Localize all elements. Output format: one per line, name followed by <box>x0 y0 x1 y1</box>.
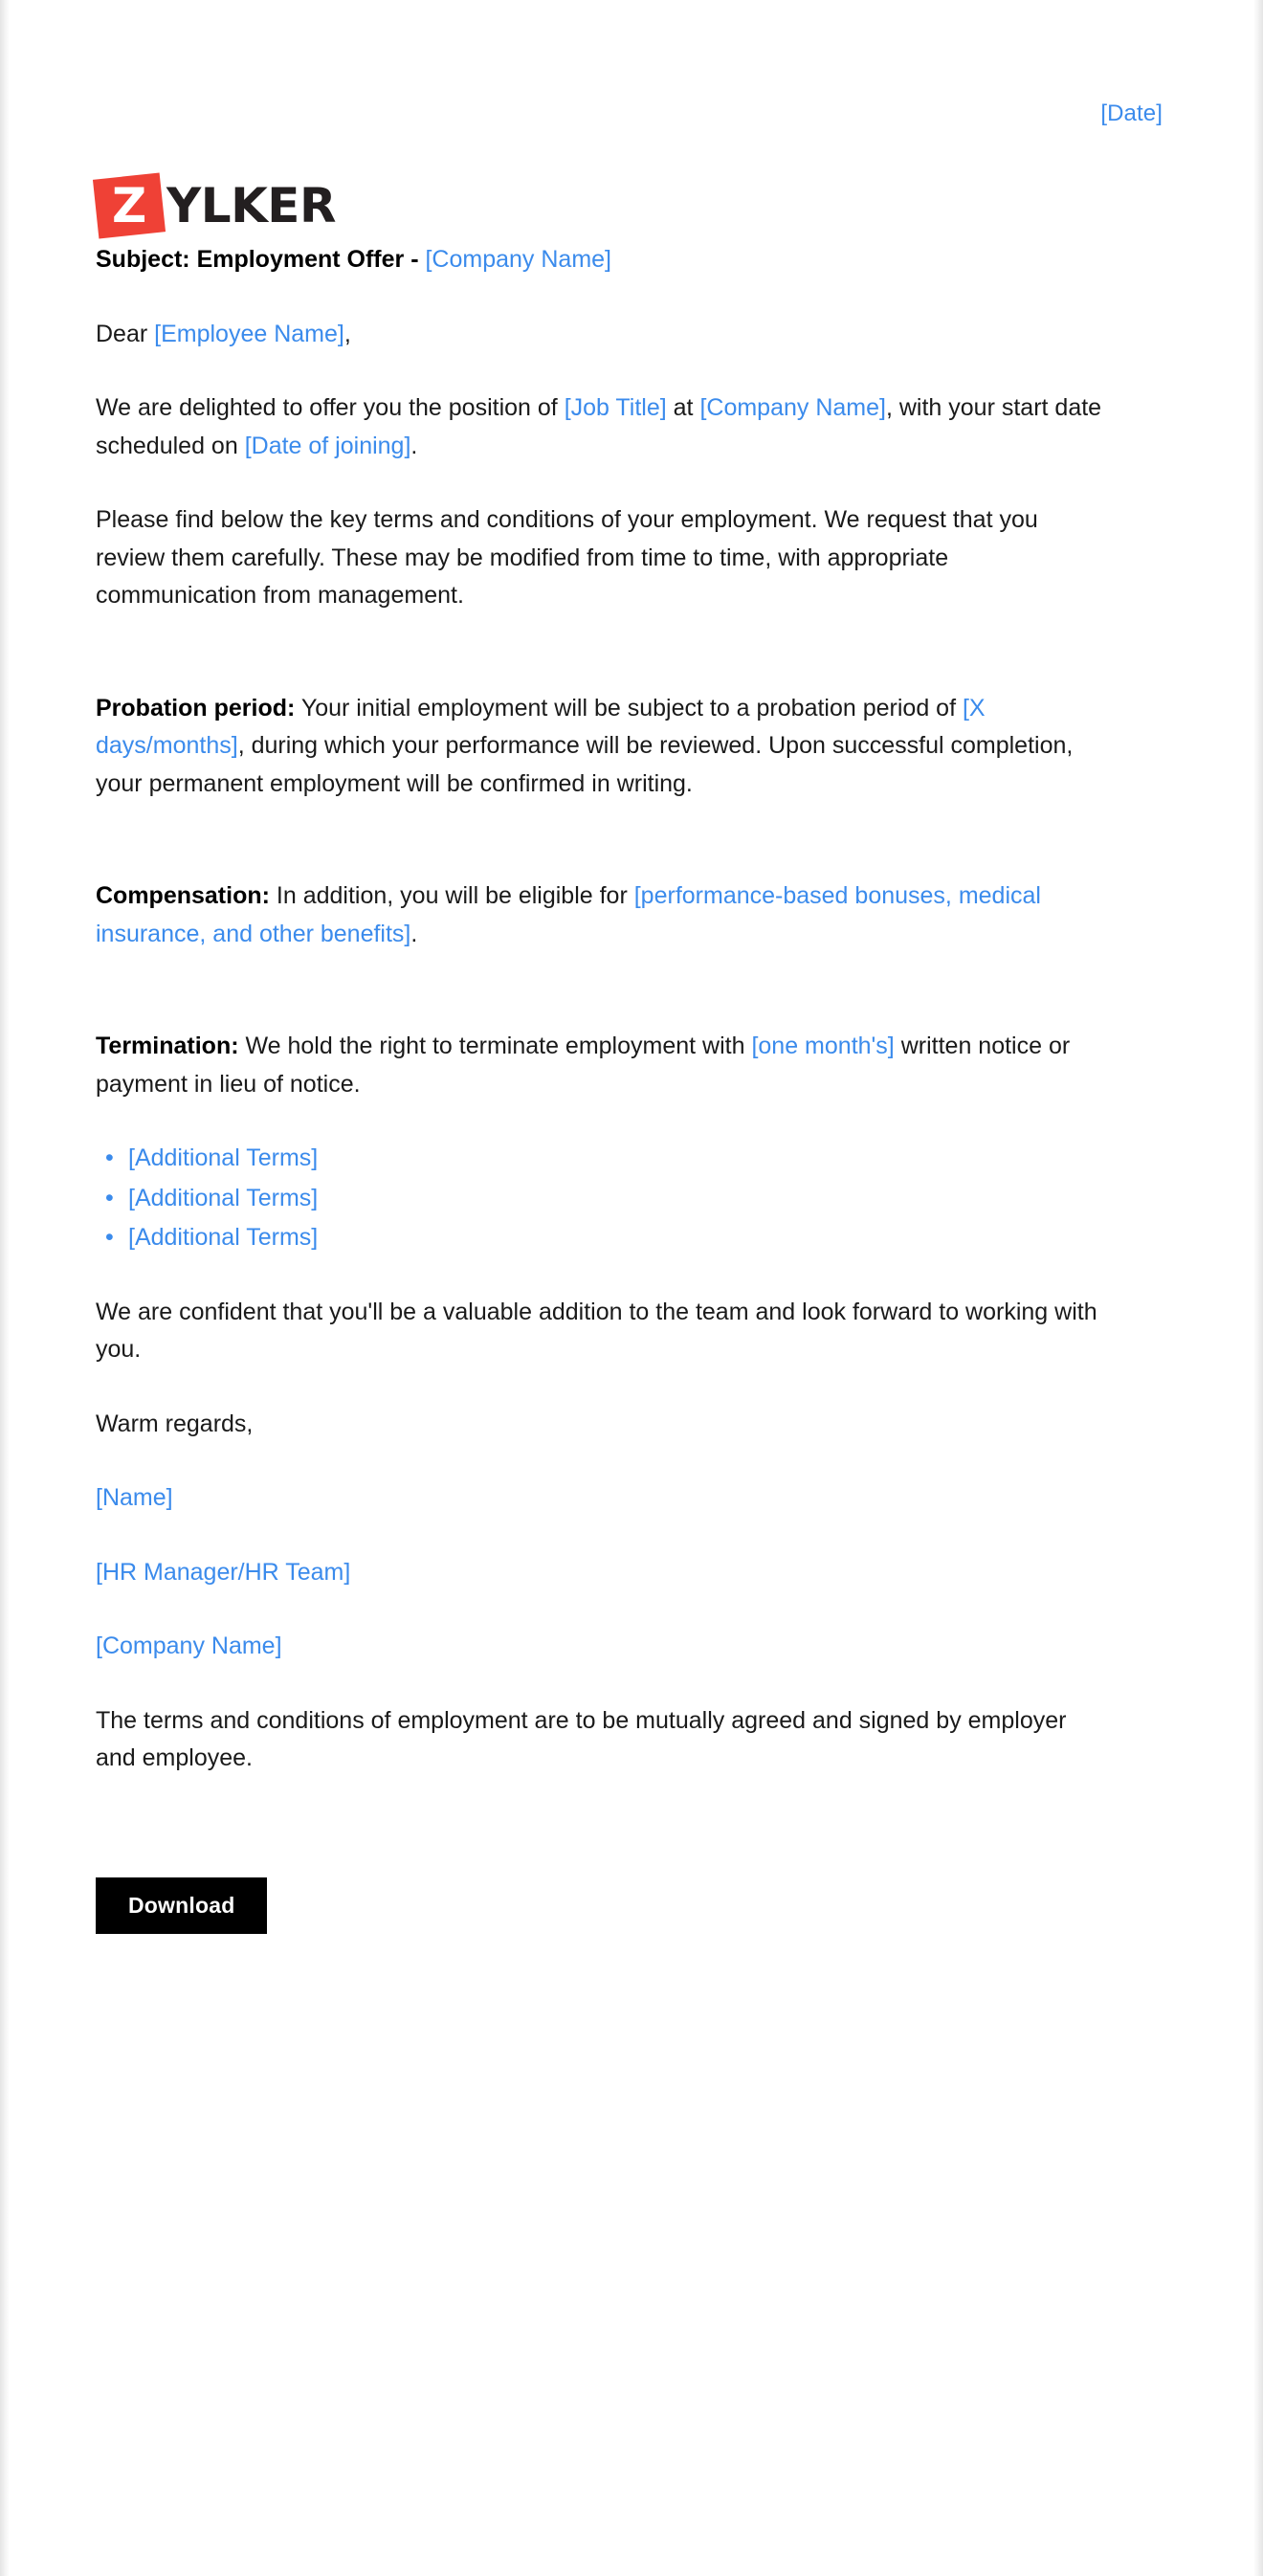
intro-part1: We are delighted to offer you the position of <box>96 394 565 421</box>
termination-part2: written notice or payment in lieu of notice. <box>96 1033 1071 1098</box>
company-logo <box>96 170 336 241</box>
salutation-suffix: , <box>343 320 351 347</box>
logo-lockup <box>96 170 336 241</box>
termination-notice: [one month's] <box>751 1033 895 1059</box>
logo-badge-icon <box>93 173 166 239</box>
list-item: • [Additional Terms] <box>96 1219 1163 1257</box>
additional-terms-list <box>96 1140 1163 1257</box>
signer-name: [Name] <box>96 1484 173 1511</box>
compensation-label: Compensation: <box>96 882 270 909</box>
subject-company: [Company Name] <box>425 246 612 273</box>
terms-intro-paragraph: Please find below the key terms and conditions of your employment. We request that you review them carefully. These may be modified from time to time, with appropriate communication from management. <box>96 506 1038 609</box>
compensation-part2: . <box>410 920 418 947</box>
list-item: • [Additional Terms] <box>96 1140 1163 1178</box>
regards-line: Warm regards, <box>96 1410 254 1437</box>
footnote: The terms and conditions of employment are to be mutually agreed and signed by employer and employee. <box>96 1706 1067 1771</box>
salutation-name: [Employee Name] <box>154 320 344 347</box>
intro-part3: , with your start date scheduled on <box>96 394 1102 459</box>
download-button[interactable]: Download <box>96 1877 267 1934</box>
intro-job-title: [Job Title] <box>564 394 667 421</box>
intro-company: [Company Name] <box>699 394 886 421</box>
signer-company: [Company Name] <box>96 1632 282 1659</box>
intro-part4: . <box>410 432 418 459</box>
subject-line <box>96 241 1110 279</box>
intro-paragraph <box>96 389 1110 465</box>
list-item: • [Additional Terms] <box>96 1180 1163 1218</box>
termination-paragraph <box>96 1028 1110 1103</box>
termination-part1: We hold the right to terminate employment with <box>238 1033 752 1059</box>
subject-label: Subject: Employment Offer - <box>96 246 426 273</box>
document-date: [Date] <box>1100 100 1163 126</box>
probation-part2: , during which your performance will be reviewed. Upon successful completion, your permanent employment will be confirmed in writing. <box>96 732 1074 797</box>
actions-bar <box>0 1814 1263 1934</box>
probation-duration: [X days/months] <box>96 694 986 759</box>
compensation-benefits: [performance-based bonuses, medical insurance, and other benefits] <box>96 882 1041 947</box>
compensation-paragraph <box>96 877 1110 953</box>
termination-label: Termination: <box>96 1033 239 1059</box>
logo-initial: Z <box>112 178 146 234</box>
signer-role: [HR Manager/HR Team] <box>96 1558 351 1586</box>
letter-body <box>0 241 1263 1778</box>
compensation-part1: In addition, you will be eligible for <box>269 882 634 909</box>
right-edge-shadow <box>1253 0 1263 2576</box>
salutation-prefix: Dear <box>96 320 155 347</box>
probation-part1: Your initial employment will be subject to a probation period of <box>295 694 963 722</box>
salutation <box>96 316 1110 354</box>
logo-wordmark: YLKER <box>166 178 336 233</box>
intro-part2: at <box>666 394 700 421</box>
left-edge-shadow <box>0 0 10 2576</box>
probation-paragraph <box>96 690 1110 804</box>
probation-label: Probation period: <box>96 694 296 722</box>
intro-start-date: [Date of joining] <box>244 432 411 459</box>
closing-paragraph: We are confident that you'll be a valuable addition to the team and look forward to working with you. <box>96 1298 1097 1363</box>
